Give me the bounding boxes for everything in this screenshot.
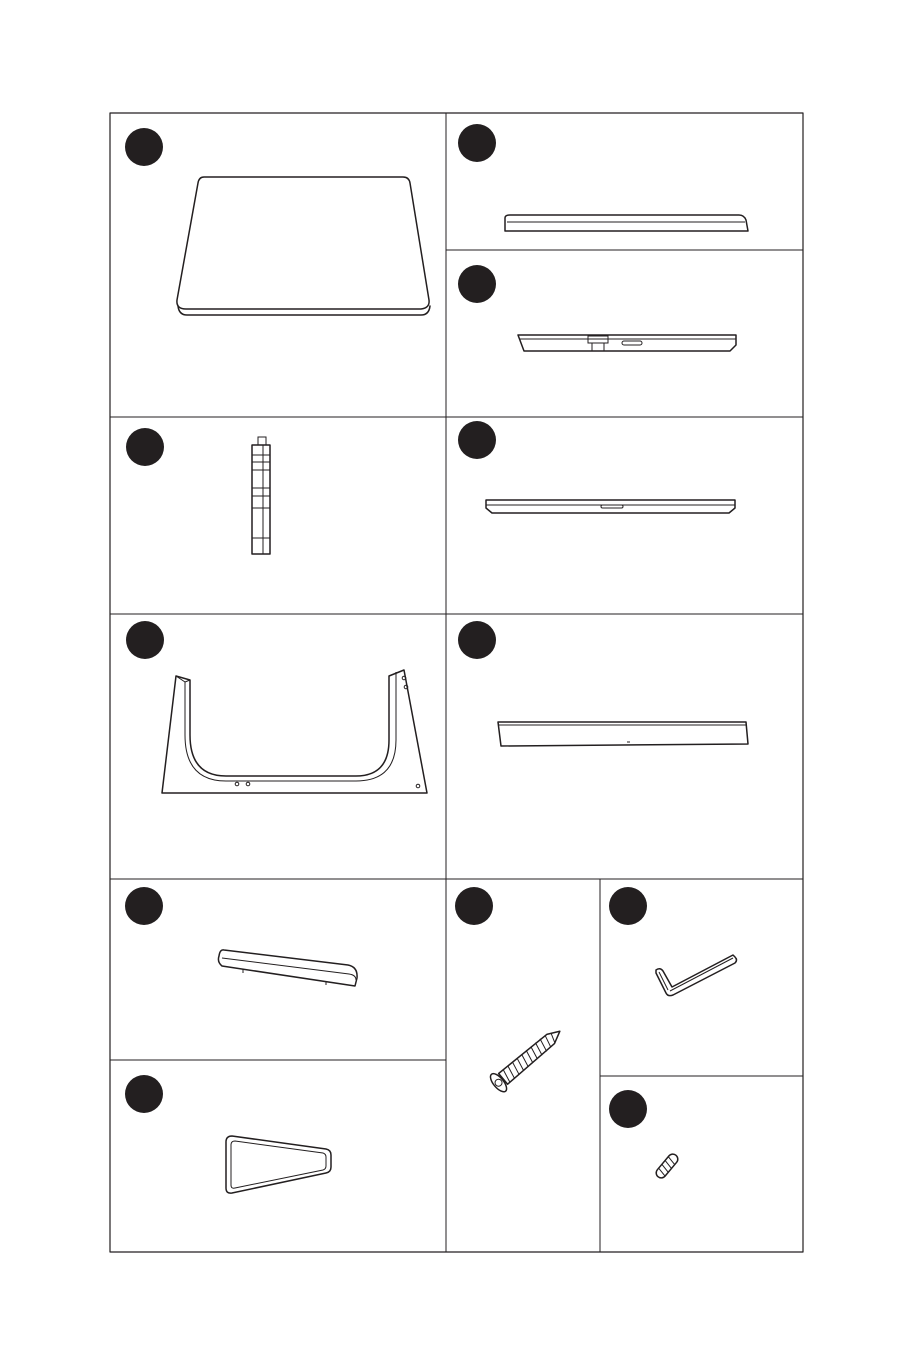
dowel-post-icon — [252, 437, 270, 554]
tabletop-board-icon — [177, 177, 430, 315]
allen-key-icon — [656, 955, 737, 996]
slotted-rail-icon — [518, 335, 736, 351]
panel-slotted-rail — [458, 265, 736, 351]
small-dowel-icon — [654, 1152, 680, 1180]
part-number-marker-12 — [609, 1090, 647, 1128]
part-number-marker-9 — [455, 887, 493, 925]
grid-lines — [110, 113, 803, 1252]
part-number-marker-2 — [458, 124, 496, 162]
panel-screw — [455, 887, 567, 1094]
part-number-marker-1 — [125, 128, 163, 166]
part-number-marker-4 — [126, 428, 164, 466]
part-number-marker-11 — [125, 1075, 163, 1113]
panel-flat-slat — [458, 421, 735, 513]
u-frame-icon — [162, 670, 427, 793]
part-number-marker-10 — [609, 887, 647, 925]
panel-long-block — [458, 621, 748, 746]
part-number-marker-6 — [126, 621, 164, 659]
panel-u-frame — [126, 621, 427, 793]
part-number-marker-3 — [458, 265, 496, 303]
part-number-marker-5 — [458, 421, 496, 459]
panel-front-rail — [458, 124, 748, 231]
panel-end-cap — [125, 887, 357, 986]
panel-small-dowel — [609, 1090, 680, 1180]
trapezoid-frame-icon — [226, 1136, 331, 1193]
part-number-marker-8 — [125, 887, 163, 925]
part-number-marker-7 — [458, 621, 496, 659]
end-cap-icon — [218, 950, 357, 986]
front-rail-icon — [505, 215, 748, 231]
long-block-icon — [498, 722, 748, 746]
panel-tabletop — [125, 128, 430, 315]
screw-icon — [488, 1023, 567, 1094]
panel-dowel-post — [126, 428, 270, 554]
panel-trapezoid-frame — [125, 1075, 331, 1193]
panel-allen-key — [609, 887, 737, 996]
flat-slat-icon — [486, 500, 735, 513]
